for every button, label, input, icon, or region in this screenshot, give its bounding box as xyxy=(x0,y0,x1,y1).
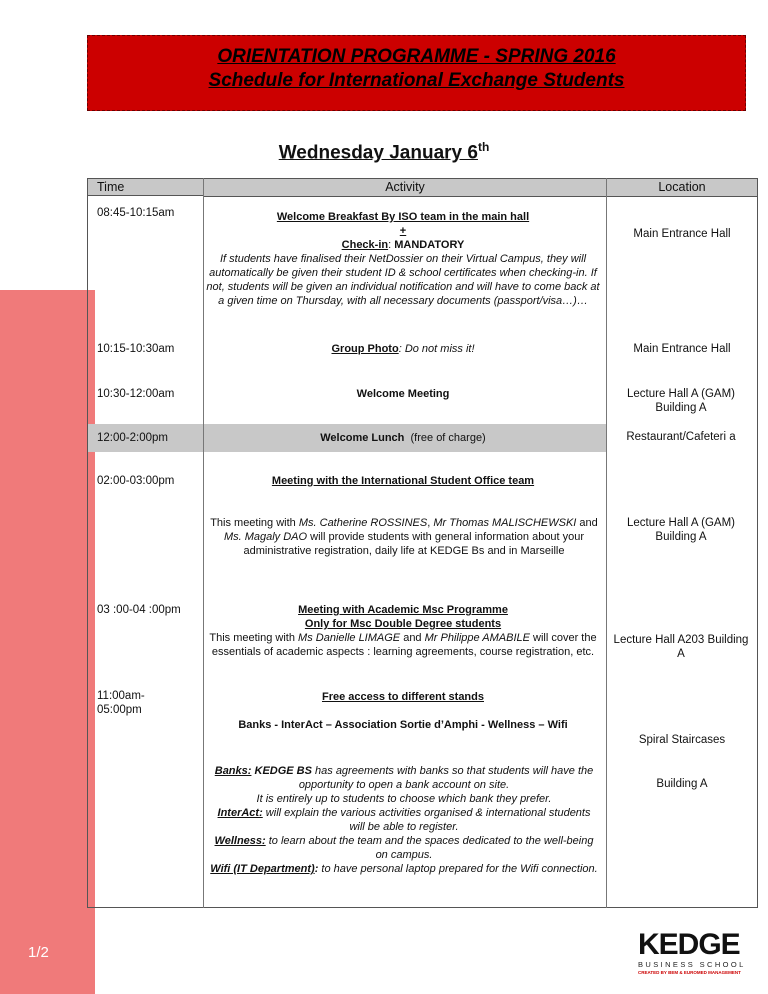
row1-checkin-value: MANDATORY xyxy=(394,239,465,251)
row6-text: This meeting with xyxy=(209,632,299,644)
row1-title: Welcome Breakfast By ISO team in the main hall xyxy=(276,211,530,223)
header-location: Location xyxy=(607,179,757,197)
row4-time: 12:00-2:00pm xyxy=(97,432,168,444)
page-number: 1/2 xyxy=(28,944,49,961)
row6-person: Mr Philippe AMABILE xyxy=(424,632,530,644)
banner-subtitle: Schedule for International Exchange Students xyxy=(208,70,625,91)
row7-time: 11:00am-05:00pm xyxy=(97,690,145,716)
logo-subtitle: BUSINESS SCHOOL xyxy=(638,960,746,969)
title-banner xyxy=(87,35,746,111)
header-time: Time xyxy=(88,179,203,196)
row7-banks xyxy=(210,764,598,792)
row6-activity xyxy=(203,603,603,659)
row7-details xyxy=(210,764,598,876)
row1-checkin xyxy=(203,238,603,252)
row5-location: Lecture Hall A (GAM) Building A xyxy=(626,517,735,543)
row3-time: 10:30-12:00am xyxy=(97,388,175,400)
row7-stands: Banks - InterAct – Association Sortie d’Amphi - Wellness – Wifi xyxy=(238,719,568,731)
row2-activity xyxy=(203,342,603,356)
row7-text: to have personal laptop prepared for the Wifi connection. xyxy=(318,863,598,875)
row5-person: Mr Thomas MALISCHEWSKI xyxy=(433,517,577,529)
row7-text: has agreements with banks so that students will have the opportunity to open a bank account on site. xyxy=(298,765,594,791)
row4-location: Restaurant/Cafeteri a xyxy=(626,431,736,443)
row6-time: 03 :00-04 :00pm xyxy=(97,604,181,616)
row4-activity xyxy=(203,431,603,445)
kedge-logo xyxy=(638,930,748,975)
day-heading-text: Wednesday January 6 xyxy=(278,142,478,164)
row1-checkin-sep: : xyxy=(388,239,395,251)
row7-title: Free access to different stands xyxy=(321,691,484,703)
logo-tagline: CREATED BY BEM & EUROMED MANAGEMENT xyxy=(638,970,741,975)
row5-description xyxy=(208,516,600,558)
row5-person: Ms. Magaly DAO xyxy=(223,531,308,543)
row6-title: Meeting with Academic Msc Programme xyxy=(298,604,508,616)
row1-plus: + xyxy=(399,225,407,237)
row7-interact xyxy=(210,806,598,834)
row7-wifi xyxy=(210,862,598,876)
row5-person: Ms. Catherine ROSSINES xyxy=(298,517,428,529)
row2-label: Group Photo xyxy=(331,343,399,355)
row7-text: to learn about the team and the spaces dedicated to the well-being on campus. xyxy=(265,835,594,861)
row5-time: 02:00-03:00pm xyxy=(97,475,175,487)
logo-name: KEDGE xyxy=(638,928,740,961)
row6-text: and xyxy=(400,632,425,644)
day-heading-suffix: th xyxy=(477,140,490,154)
row2-note: : Do not miss it! xyxy=(398,343,475,355)
banks-name: KEDGE BS xyxy=(254,765,312,777)
row4-label: Welcome Lunch xyxy=(320,432,405,444)
column-divider xyxy=(606,178,607,908)
banks-label: Banks: xyxy=(214,765,252,777)
row7-banks-note: It is entirely up to students to choose which bank they prefer. xyxy=(256,793,552,805)
row1-checkin-label: Check-in xyxy=(341,239,389,251)
row2-location: Main Entrance Hall xyxy=(633,343,731,355)
wifi-label: Wifi (IT Department) xyxy=(210,863,315,875)
row5-text: This meeting with xyxy=(210,517,299,529)
row5-title: Meeting with the International Student Office team xyxy=(271,475,535,487)
header-activity: Activity xyxy=(204,179,606,197)
row1-location: Main Entrance Hall xyxy=(633,228,731,240)
row7-wellness xyxy=(210,834,598,862)
row3-location: Lecture Hall A (GAM) Building A xyxy=(626,388,735,414)
row1-activity xyxy=(203,210,603,308)
row2-time: 10:15-10:30am xyxy=(97,343,175,355)
wifi-colon: : xyxy=(314,863,319,875)
row5-text: will provide students with general information about your administrative registration, daily life at KEDGE Bs and in Marseille xyxy=(243,531,585,557)
interact-label: InterAct: xyxy=(217,807,263,819)
row4-note: (free of charge) xyxy=(404,432,486,444)
row7-text: will explain the various activities organised & international students will be able to register. xyxy=(262,807,591,833)
row7-location-1: Spiral Staircases xyxy=(638,734,726,746)
row6-location: Lecture Hall A203 Building A xyxy=(613,634,749,660)
row6-person: Ms Danielle LIMAGE xyxy=(298,632,401,644)
row1-description: If students have finalised their NetDossier on their Virtual Campus, they will automatically be given their student ID & school certificates when checking-in. If not, students will be given an individual notification and will have to come back at a given time on Thursday, with all necessary documents (passport/visa…)… xyxy=(206,253,600,307)
row7-location-2: Building A xyxy=(656,778,708,790)
row6-description xyxy=(203,631,603,659)
row3-activity: Welcome Meeting xyxy=(356,388,450,400)
row5-text: , xyxy=(427,517,434,529)
wellness-label: Wellness: xyxy=(214,835,266,847)
row6-subtitle: Only for Msc Double Degree students xyxy=(304,618,502,630)
row5-text: and xyxy=(576,517,598,529)
day-heading xyxy=(0,140,768,164)
row1-time: 08:45-10:15am xyxy=(97,207,175,219)
row6-text: will cover the essentials of academic aspects : learning agreements, course registration, etc. xyxy=(211,632,597,658)
banner-title: ORIENTATION PROGRAMME - SPRING 2016 xyxy=(217,46,616,67)
side-color-band xyxy=(0,290,95,994)
